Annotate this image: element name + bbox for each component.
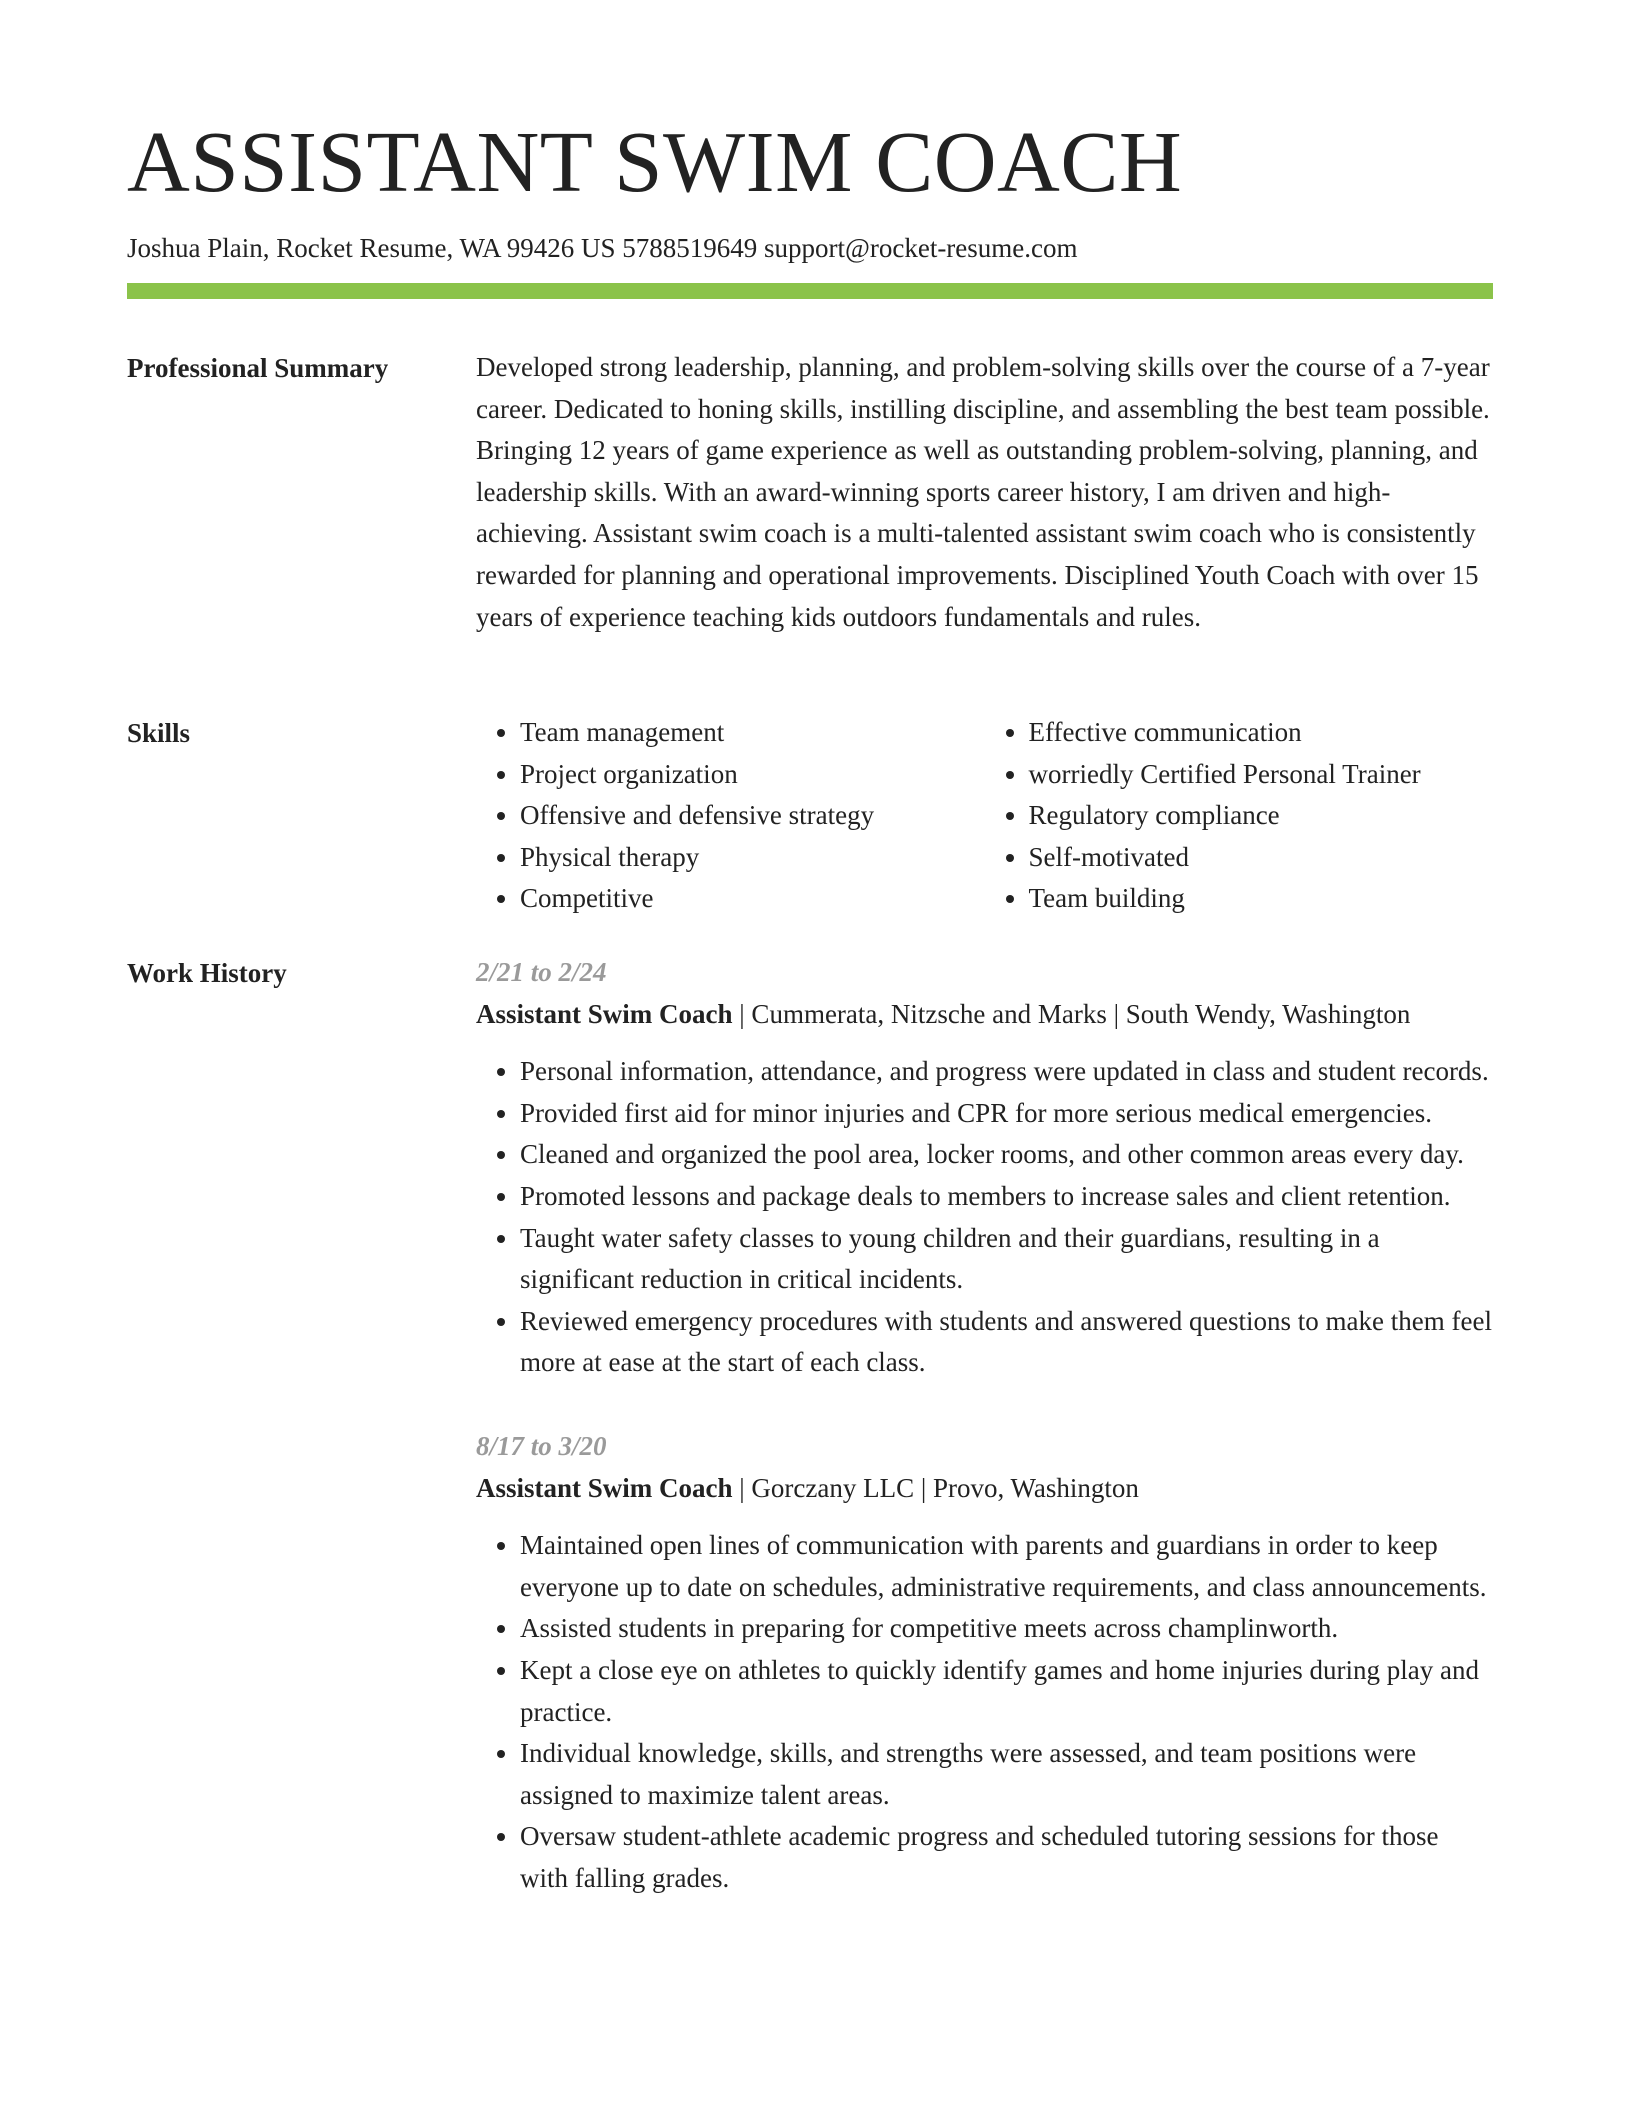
job-bullet: • Personal information, attendance, and progress were updated in class and student records.: [520, 1051, 1493, 1093]
job-bullet-list: [476, 1051, 1493, 1384]
job-bullet: • Promoted lessons and package deals to members to increase sales and client retention.: [520, 1176, 1493, 1218]
skill-item: • Competitive: [520, 878, 985, 920]
job-bullet-list: [476, 1525, 1493, 1899]
skill-item: • Regulatory compliance: [1029, 795, 1494, 837]
job-dates: 8/17 to 3/20: [476, 1430, 607, 1461]
job-title-line: [476, 1468, 1493, 1510]
summary-text: Developed strong leadership, planning, and problem-solving skills over the course of a 7-year career. Dedicated to honing skills, instilling discipline, and assembling the best team possible. Bringing 12 years of game experience as well as outstanding problem-solving, planning, and leadership skills. With an award-winning sports career history, I am driven and high-achieving. Assistant swim coach is a multi-talented assistant swim coach who is consistently rewarded for planning and operational improvements. Disciplined Youth Coach with over 15 years of experience teaching kids outdoors fundamentals and rules.: [476, 352, 1490, 632]
job-bullet: • Kept a close eye on athletes to quickly identify games and home injuries during play and practice.: [520, 1650, 1493, 1733]
skills-list-right: [985, 712, 1494, 920]
summary-heading: Professional Summary: [127, 353, 389, 383]
job-title: Assistant Swim Coach: [476, 998, 733, 1029]
job-entry: [476, 1426, 1493, 1900]
job-bullet: • Provided first aid for minor injuries and CPR for more serious medical emergencies.: [520, 1093, 1493, 1135]
job-title: Assistant Swim Coach: [476, 1472, 733, 1503]
job-bullet: • Maintained open lines of communication with parents and guardians in order to keep everyone up to date on schedules, administrative requirements, and class announcements.: [520, 1525, 1493, 1608]
skill-item: • Physical therapy: [520, 837, 985, 879]
resume-name-heading: ASSISTANT SWIM COACH: [127, 113, 1183, 210]
job-bullet: • Individual knowledge, skills, and strengths were assessed, and team positions were assigned to maximize talent areas.: [520, 1733, 1493, 1816]
job-bullet: • Oversaw student-athlete academic progress and scheduled tutoring sessions for those with falling grades.: [520, 1816, 1493, 1899]
summary-body: [476, 347, 1493, 638]
job-details: | Gorczany LLC | Provo, Washington: [732, 1472, 1139, 1503]
job-dates: 2/21 to 2/24: [476, 957, 607, 987]
job-title-line: [476, 994, 1493, 1036]
job-bullet: • Cleaned and organized the pool area, locker rooms, and other common areas every day.: [520, 1134, 1493, 1176]
contact-line: Joshua Plain, Rocket Resume, WA 99426 US 5788519649 support@rocket-resume.com: [127, 233, 1078, 263]
header-divider: [127, 283, 1493, 299]
work-history-body: [476, 952, 1493, 1899]
skill-item: • Team management: [520, 712, 985, 754]
skill-item: • Self-motivated: [1029, 837, 1494, 879]
work-history-heading: Work History: [127, 958, 287, 988]
job-bullet: • Taught water safety classes to young children and their guardians, resulting in a significant reduction in critical incidents.: [520, 1218, 1493, 1301]
job-bullet: • Assisted students in preparing for competitive meets across champlinworth.: [520, 1608, 1493, 1650]
skill-item: • worriedly Certified Personal Trainer: [1029, 754, 1494, 796]
skills-heading: Skills: [127, 718, 191, 748]
skill-item: • Team building: [1029, 878, 1494, 920]
job-details: | Cummerata, Nitzsche and Marks | South Wendy, Washington: [732, 998, 1411, 1029]
skill-item: • Offensive and defensive strategy: [520, 795, 985, 837]
skills-list-left: [476, 712, 985, 920]
skills-body: [476, 712, 1493, 920]
job-bullet: • Reviewed emergency procedures with students and answered questions to make them feel more at ease at the start of each class.: [520, 1301, 1493, 1384]
job-entry: [476, 952, 1493, 1384]
skill-item: • Effective communication: [1029, 712, 1494, 754]
skills-columns: [476, 712, 1493, 920]
skill-item: • Project organization: [520, 754, 985, 796]
